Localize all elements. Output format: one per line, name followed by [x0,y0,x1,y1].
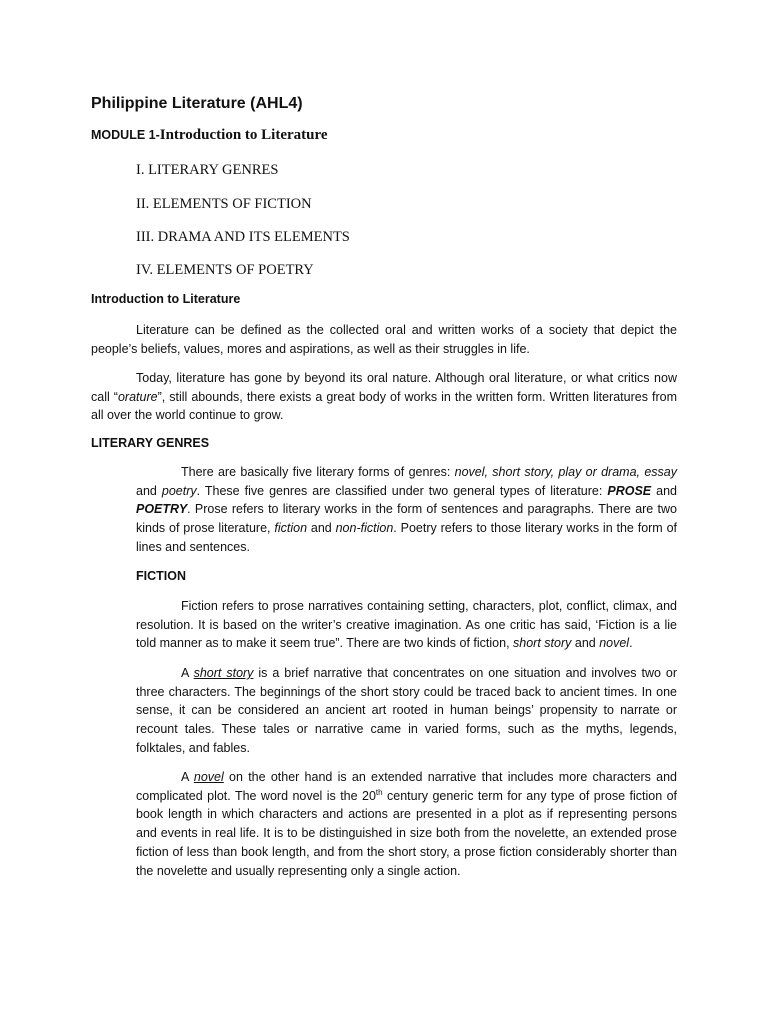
superscript-th: th [375,787,383,797]
genres-paragraph [136,463,677,557]
text-run: Today, literature has gone by beyond its oral nature. Although oral literature, or what critics now call “ [91,371,677,404]
text-run: ”, still abounds, there exists a great body of works in the written form. Written literatures from all over the world continue to grow. [91,389,677,423]
term-nonfiction: non-fiction [335,521,394,536]
term-fiction: fiction [274,521,308,536]
short-story-paragraph [136,664,677,758]
fiction-heading: FICTION [136,569,186,583]
text-run: century generic term for any type of prose fiction of book length in which characters and actions are presented in a plot as if representing persons and events in real life. It is to be distinguished in size both from the novelette, an extended prose fiction of less than book length, and from the short story, a prose fiction considerably shorter than the novelette and usually representing only a single action. [136,788,678,878]
text-run: is a brief narrative that concentrates on one situation and involves two or three characters. The beginnings of the short story could be traced back to ancient times. In one sense, it can be considered an ancient art rooted in human beings’ propensity to narrate or recount tales. These tales or narrative came in varied forms, such as the myths, legends, folktales, and fables. [136,666,677,755]
text-run: . These five genres are classified under two general types of literature: [196,483,608,498]
intro-paragraph-2 [91,369,677,425]
term-short-story-underlined: short story [193,666,254,680]
intro-paragraph-1: Literature can be defined as the collected oral and written works of a society that depict the people’s beliefs, values, mores and aspirations, as well as their struggles in life. [91,323,677,356]
term-orature: orature [117,389,158,404]
text-run: on the other hand is an extended narrative that includes more characters and complicated plot. The word novel is the 20 [136,770,677,803]
text-run: and [651,483,677,498]
toc-item-2: II. ELEMENTS OF FICTION [136,196,312,212]
toc-item-4: IV. ELEMENTS OF POETRY [136,262,314,278]
term-novel: novel [599,636,630,651]
term-prose: PROSE [607,483,652,498]
term-novel-underlined: novel [193,770,224,784]
module-heading [91,127,328,144]
toc-item-1: I. LITERARY GENRES [136,162,279,178]
text-run: and [307,521,336,536]
text-run: and [571,636,600,651]
text-run: . Prose refers to literary works in the form of sentences and paragraphs. There are two kinds of prose literature, [136,502,677,536]
text-run: . Poetry refers to those literary works in the form of lines and sentences. [136,521,677,554]
text-run: . [629,636,633,651]
term-forms: novel, short story, play or drama, essay [454,465,677,479]
genres-heading: LITERARY GENRES [91,436,210,450]
term-poetry-caps: POETRY [136,502,188,517]
module-prefix: MODULE 1- [91,128,160,142]
term-poetry: poetry [161,483,197,498]
intro-heading: Introduction to Literature [91,292,241,306]
document-title: Philippine Literature (AHL4) [91,95,303,112]
novel-paragraph [136,768,677,880]
term-short-story: short story [513,636,572,651]
text-run: Fiction refers to prose narratives containing setting, characters, plot, conflict, climax, and resolution. It is based on the writer’s creative imagination. As one critic has said, ‘Fiction is a lie told manner as to make it seem true”. There are two kinds of fiction, [136,599,677,651]
text-run: There are basically five literary forms of genres: [181,465,455,479]
text-run: A [181,666,194,680]
text-run: A [181,770,194,784]
fiction-paragraph [136,597,677,653]
text-run: and [136,483,162,498]
module-title: Introduction to Literature [159,127,328,143]
toc-item-3: III. DRAMA AND ITS ELEMENTS [136,229,350,245]
